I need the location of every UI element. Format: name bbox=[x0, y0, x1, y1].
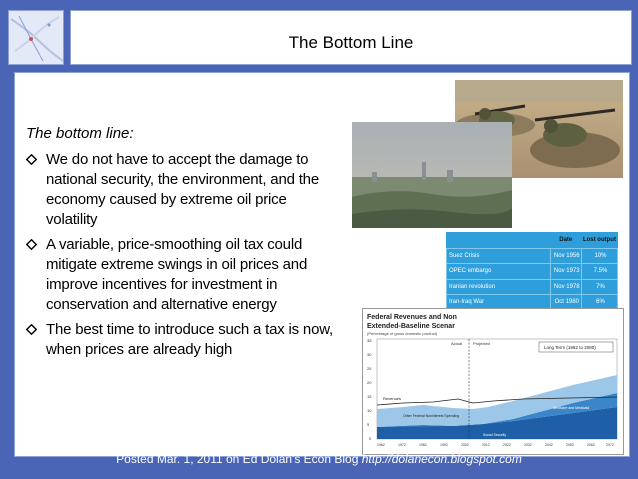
svg-text:1972: 1972 bbox=[398, 443, 406, 447]
table-row bbox=[447, 264, 618, 280]
other-spending-label: Other Federal Noninterest Spending bbox=[403, 414, 460, 418]
table-cell: Nov 1956 bbox=[550, 248, 581, 264]
svg-text:1962: 1962 bbox=[377, 443, 385, 447]
chart-subtitle: (Percentage of gross domestic product) bbox=[367, 331, 438, 336]
table-cell: Nov 1978 bbox=[550, 279, 581, 295]
table-cell: Iran-Iraq War bbox=[447, 295, 551, 311]
table-cell: 6% bbox=[581, 295, 617, 311]
table-cell: OPEC embargo bbox=[447, 264, 551, 280]
bullet-text: The best time to introduce such a tax is now, when prices are already high bbox=[46, 321, 333, 358]
table-row bbox=[447, 248, 618, 264]
y-tick-labels bbox=[367, 338, 372, 441]
federal-budget-chart bbox=[362, 308, 624, 455]
table-cell: Nov 1973 bbox=[550, 264, 581, 280]
projected-label: Projected bbox=[473, 341, 490, 346]
table-cell: 7% bbox=[581, 279, 617, 295]
svg-text:2032: 2032 bbox=[524, 443, 532, 447]
table-cell: 7.5% bbox=[581, 264, 617, 280]
table-cell: 10% bbox=[581, 248, 617, 264]
diamond-bullet-icon bbox=[26, 324, 37, 335]
chart-title-1: Federal Revenues and Non bbox=[367, 314, 457, 321]
x-tick-labels bbox=[377, 443, 614, 447]
svg-text:2052: 2052 bbox=[566, 443, 574, 447]
diamond-bullet-icon bbox=[26, 239, 37, 250]
bullet-text: We do not have to accept the damage to national security, the environment, and the economy caused by extreme oil price volatility bbox=[46, 151, 319, 228]
svg-text:2062: 2062 bbox=[587, 443, 595, 447]
svg-text:2022: 2022 bbox=[503, 443, 511, 447]
svg-text:2042: 2042 bbox=[545, 443, 553, 447]
social-security-label: Social Security bbox=[483, 433, 507, 437]
table-cell: Oct 1980 bbox=[550, 295, 581, 311]
svg-text:30: 30 bbox=[367, 352, 372, 357]
svg-text:5: 5 bbox=[367, 422, 370, 427]
svg-text:1992: 1992 bbox=[440, 443, 448, 447]
table-header: Date bbox=[550, 232, 581, 248]
slide-title: The Bottom Line bbox=[288, 33, 414, 52]
title-bar bbox=[70, 10, 632, 65]
svg-text:25: 25 bbox=[367, 366, 372, 371]
bullet-text: A variable, price-smoothing oil tax could mitigate extreme swings in oil prices and improve incentives for investment in conservation and alternative energy bbox=[46, 236, 308, 313]
bullet-list bbox=[26, 150, 341, 365]
diamond-bullet-icon bbox=[26, 154, 37, 165]
footer-credit bbox=[0, 452, 638, 466]
table-row bbox=[447, 279, 618, 295]
bullet-item bbox=[26, 235, 341, 315]
chart-title-2: Extended-Baseline Scenar bbox=[367, 323, 455, 330]
svg-text:10: 10 bbox=[367, 408, 372, 413]
bullet-item bbox=[26, 320, 341, 360]
svg-text:2002: 2002 bbox=[461, 443, 469, 447]
revenues-label: Revenues bbox=[383, 396, 402, 401]
svg-text:2072: 2072 bbox=[606, 443, 614, 447]
long-term-legend: Long Term (1962 to 2080) bbox=[544, 345, 596, 350]
table-header bbox=[447, 232, 551, 248]
svg-text:20: 20 bbox=[367, 380, 372, 385]
bottom-line-intro: The bottom line: bbox=[26, 125, 134, 142]
medicare-label: Medicare and Medicaid bbox=[553, 406, 590, 410]
logo-map-image bbox=[8, 10, 64, 65]
table-cell: Iranian revolution bbox=[447, 279, 551, 295]
blog-url-link[interactable]: http://dolanecon.blogspot.com bbox=[361, 452, 522, 466]
table-cell: Suez Crisis bbox=[447, 248, 551, 264]
footer-text: Posted Mar. 1, 2011 on Ed Dolan's Econ Blog bbox=[116, 452, 359, 466]
bullet-item bbox=[26, 150, 341, 230]
svg-text:2012: 2012 bbox=[482, 443, 490, 447]
city-smog-photo bbox=[352, 122, 512, 228]
svg-text:0: 0 bbox=[369, 436, 372, 441]
table-header: Lost output bbox=[581, 232, 617, 248]
svg-text:15: 15 bbox=[367, 394, 372, 399]
svg-text:35: 35 bbox=[367, 338, 372, 343]
svg-text:1982: 1982 bbox=[419, 443, 427, 447]
actual-label: Actual bbox=[451, 341, 463, 346]
